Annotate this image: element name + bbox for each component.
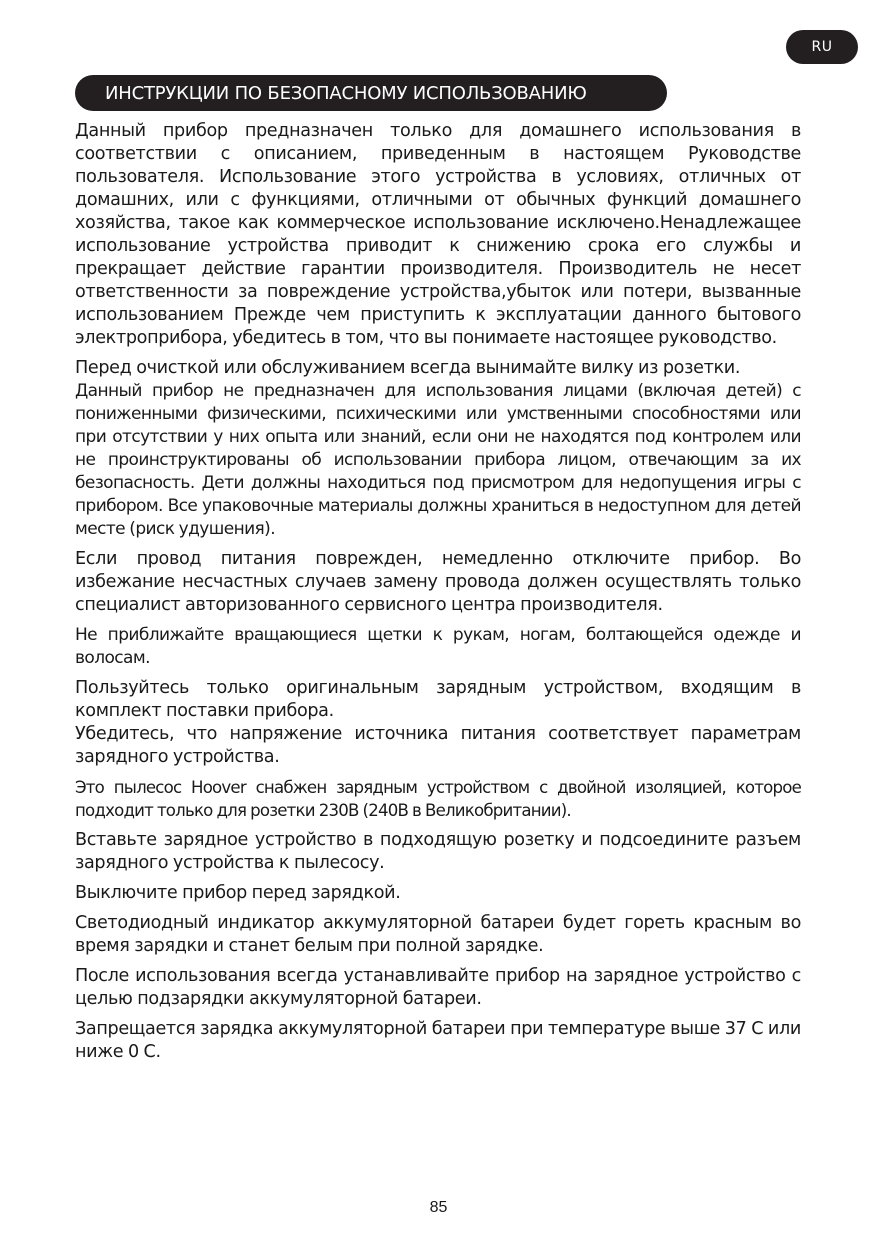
paragraph-intended-use: Данный прибор предназначен только для домашнего использования в соответствии с описанием, приведенным в настоящем Руководстве пользователя. Использование этого устройства в условиях, отличных от домашних, или с функциями, отличными от обычных функций домашнего хозяйства, такое как коммерческое использование исключено.Ненадлежащее использование устройства приводит к снижению срока его службы и прекращает действие гарантии производителя. Производитель не несет ответственности за повреждение устройства,убыток или потери, вызванные использованием Прежде чем приступить к эксплуатации данного бытового электроприбора, убедитесь в том, что вы понимаете настоящее руководство. xyxy=(75,121,801,348)
paragraph-original-charger: Пользуйтесь только оригинальным зарядным устройством, входящим в комплект поставки прибора. xyxy=(75,678,801,721)
paragraph-after-use: После использования всегда устанавливайте прибор на зарядное устройство с целью подзарядки аккумуляторной батареи. xyxy=(75,966,801,1009)
paragraph-insert-charger: Вставьте зарядное устройство в подходящую розетку и подсоедините разъем зарядного устройства к пылесосу. xyxy=(75,830,801,873)
instructions-body xyxy=(75,120,801,1071)
paragraph-persons: Данный прибор не предназначен для использования лицами (включая детей) с пониженными физическими, психическими или умственными способностями или при отсутствии у них опыта или знаний, если они не находятся под контролем или не проинструктированы об использовании прибора лицом, отвечающим за их безопасность. Дети должны находиться под присмотром для недопущения игры с прибором. Все упаковочные материалы должны храниться в недоступном для детей месте (риск удушения). xyxy=(75,381,801,539)
paragraph-led-indicator: Светодиодный индикатор аккумуляторной батареи будет гореть красным во время зарядки и станет белым при полной зарядке. xyxy=(75,913,801,956)
language-badge: RU xyxy=(786,30,858,64)
paragraph-power-cord: Если провод питания поврежден, немедленно отключите прибор. Во избежание несчастных случаев замену провода должен осуществлять только специалист авторизованного сервисного центра производителя. xyxy=(75,549,801,615)
paragraph-brushes: Не приближайте вращающиеся щетки к рукам, ногам, болтающейся одежде и волосам. xyxy=(75,625,801,668)
paragraph-switch-off: Выключите прибор перед зарядкой. xyxy=(75,883,401,903)
page-number: 85 xyxy=(429,1199,448,1216)
paragraph-double-insulation: Это пылесос Hoover снабжен зарядным устройством с двойной изоляцией, которое подходит только для розетки 230В (240В в Великобритании). xyxy=(75,778,801,820)
section-title: ИНСТРУКЦИИ ПО БЕЗОПАСНОМУ ИСПОЛЬЗОВАНИЮ xyxy=(75,75,667,111)
paragraph-voltage: Убедитесь, что напряжение источника питания соответствует параметрам зарядного устройства. xyxy=(75,724,801,767)
paragraph-temperature: Запрещается зарядка аккумуляторной батареи при температуре выше 37 С или ниже 0 С. xyxy=(75,1019,801,1062)
paragraph-unplug: Перед очисткой или обслуживанием всегда вынимайте вилку из розетки. xyxy=(75,358,741,378)
